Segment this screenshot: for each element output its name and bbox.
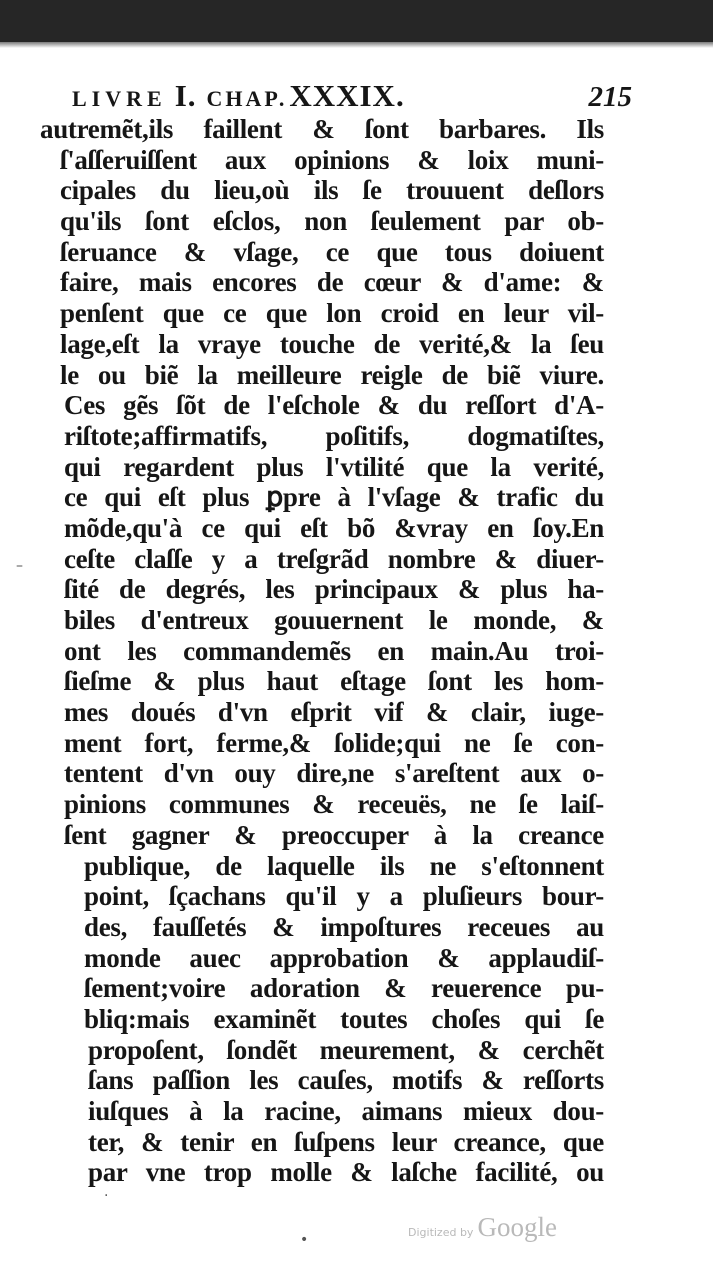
text-line: faire, mais encores de cœur & d'ame: &	[60, 267, 604, 298]
text-line: par vne trop molle & laſche facilité, ou	[88, 1157, 604, 1188]
running-head-book-number: I.	[174, 78, 197, 113]
text-line: iuſques à la racine, aimans mieux dou-	[88, 1096, 604, 1126]
scan-top-shadow	[0, 42, 713, 48]
text-line: ment fort, ferme,& ſolide;qui ne ſe con-	[64, 727, 604, 758]
text-line: mes doués d'vn eſprit vif & clair, iuge-	[64, 697, 604, 728]
text-line: publique, de laquelle ils ne s'eſtonnent	[84, 850, 604, 881]
margin-mark: –	[16, 558, 23, 574]
text-line: bliq:mais examinẽt toutes choſes qui ſe	[84, 1003, 604, 1034]
text-line: Ces gẽs ſõt de l'eſchole & du reſſort d'A-	[64, 390, 604, 421]
text-line: autremẽt,ils faillent & ſont barbares. Ils	[40, 114, 604, 144]
text-line: tentent d'vn ouy dire,ne s'areſtent aux o-	[64, 758, 604, 789]
text-line: monde auec approbation & applaudiſ-	[84, 942, 604, 973]
text-line: des, fauſſetés & impoſtures receues au	[84, 911, 604, 942]
google-logo: Google	[477, 1212, 557, 1242]
text-line: ſent gagner & preoccuper à la creance	[64, 819, 604, 850]
text-line: ce qui eſt plus ꝑpre à l'vſage & trafic du	[64, 482, 604, 513]
running-head-livre: LIVRE	[72, 86, 167, 111]
body-text	[40, 114, 604, 1188]
text-line: cipales du lieu,où ils ſe trouuent deſlors	[60, 175, 604, 206]
text-line: le ou biẽ la meilleure reigle de biẽ viure.	[60, 359, 604, 390]
text-line: ſieſme & plus haut eſtage ſont les hom-	[64, 666, 604, 697]
running-head	[72, 76, 632, 116]
text-line: ſeruance & vſage, ce que tous doiuent	[60, 236, 604, 267]
text-line: ter, & tenir en ſuſpens leur creance, que	[88, 1126, 604, 1157]
text-line: propoſent, ſondẽt meurement, & cerchẽt	[88, 1034, 604, 1065]
margin-mark: •	[300, 1232, 309, 1248]
text-line: qu'ils ſont eſclos, non ſeulement par ob-	[60, 206, 604, 237]
text-line: ſans paſſion les cauſes, motifs & reſſorts	[88, 1065, 604, 1096]
text-line: penſent que ce que lon croid en leur vil-	[60, 298, 604, 329]
text-line: point, ſçachans qu'il y a pluſieurs bour-	[84, 881, 604, 912]
text-line: qui regardent plus l'vtilité que la verité,	[64, 451, 604, 482]
margin-mark: ·	[104, 1188, 109, 1204]
text-line: ſité de degrés, les principaux & plus ha-	[64, 574, 604, 605]
scan-dark-top-border	[0, 0, 713, 42]
text-line: biles d'entreux gouuernent le monde, &	[64, 605, 604, 635]
text-line: ont les commandemẽs en main.Au troi-	[64, 635, 604, 666]
text-line: lage,eſt la vraye touche de verité,& la ſeu	[60, 328, 604, 359]
text-line: ceſte claſſe y a treſgrãd nombre & diuer-	[64, 543, 604, 574]
digitized-by-google-watermark	[408, 1212, 557, 1243]
running-head-chapter-number: XXXIX.	[289, 78, 405, 113]
text-line: riſtote;affirmatifs, poſitifs, dogmatiſtes,	[64, 420, 604, 451]
text-line: mõde,qu'à ce qui eſt bõ &vray en ſoy.En	[64, 512, 604, 543]
digitized-by-label: Digitized by	[408, 1226, 474, 1239]
text-line: ſement;voire adoration & reuerence pu-	[84, 973, 604, 1004]
text-line: ſ'aſſeruiſſent aux opinions & loix muni-	[60, 144, 604, 175]
page-number: 215	[588, 81, 632, 113]
running-head-chap: CHAP.	[206, 86, 288, 111]
text-line: pinions communes & receuës, ne ſe laiſ-	[64, 789, 604, 820]
